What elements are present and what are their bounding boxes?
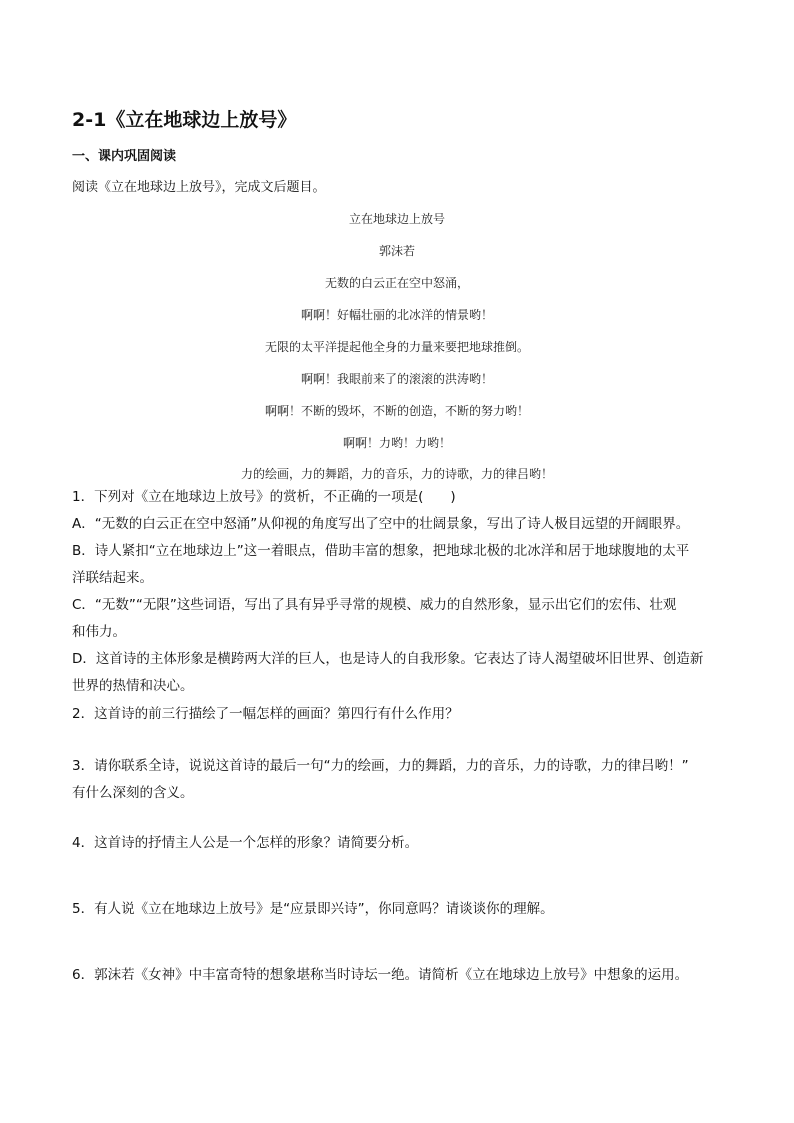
question-1-option-d-cont: 世界的热情和决心。: [72, 678, 194, 694]
poem-line: 啊啊！不断的毁坏，不断的创造，不断的努力哟！: [264, 404, 529, 418]
page-title: 2-1《立在地球边上放号》: [72, 109, 297, 131]
question-1-option-a: A．“无数的白云正在空中怒涌”从仰视的角度写出了空中的壮阔景象，写出了诗人极目远望的开阔眼界。: [72, 516, 690, 532]
question-1-stem: 1．下列对《立在地球边上放号》的赏析，不正确的一项是( ): [72, 489, 456, 505]
poem-line: 啊啊！我眼前来了的滚滚的洪涛哟！: [300, 372, 493, 386]
question-2: 2．这首诗的前三行描绘了一幅怎样的画面？第四行有什么作用？: [72, 706, 459, 722]
question-1-option-b-cont: 洋联结起来。: [72, 570, 153, 586]
question-1-option-b: B．诗人紧扣“立在地球边上”这一着眼点，借助丰富的想象，把地球北极的北冰洋和居于地球腹地的太平: [72, 543, 690, 559]
question-3-cont: 有什么深刻的含义。: [72, 785, 194, 801]
poem-line: 无限的太平洋提起他全身的力量来要把地球推倒。: [264, 340, 529, 354]
poem-line: 啊啊！力哟！力哟！: [342, 436, 451, 450]
poem-line: 力的绘画，力的舞蹈，力的音乐，力的诗歌，力的律吕哟！: [240, 467, 553, 481]
question-1-option-c-cont: 和伟力。: [72, 624, 126, 640]
section-heading: 一、课内巩固阅读: [72, 149, 177, 164]
question-6: 6．郭沫若《女神》中丰富奇特的想象堪称当时诗坛一绝。请简析《立在地球边上放号》中想象的运用。: [72, 967, 689, 983]
question-1-option-d: D．这首诗的主体形象是横跨两大洋的巨人，也是诗人的自我形象。它表达了诗人渴望破坏旧世界、创造新: [72, 651, 704, 667]
poem-author: 郭沫若: [378, 244, 415, 258]
question-3: 3．请你联系全诗，说说这首诗的最后一句“力的绘画，力的舞蹈，力的音乐，力的诗歌，力的律吕哟！”: [72, 758, 689, 774]
poem-title: 立在地球边上放号: [348, 212, 445, 226]
poem-line: 无数的白云正在空中怒涌，: [324, 276, 469, 290]
question-5: 5．有人说《立在地球边上放号》是“应景即兴诗”，你同意吗？请谈谈你的理解。: [72, 901, 554, 917]
intro-instruction: 阅读《立在地球边上放号》，完成文后题目。: [72, 180, 326, 195]
poem-line: 啊啊！好幅壮丽的北冰洋的情景哟！: [300, 308, 493, 322]
question-1-option-c: C．“无数”“无限”这些词语，写出了具有异乎寻常的规模、威力的自然形象，显示出它们的宏伟、壮观: [72, 597, 677, 613]
question-4: 4．这首诗的抒情主人公是一个怎样的形象？请简要分析。: [72, 835, 419, 851]
